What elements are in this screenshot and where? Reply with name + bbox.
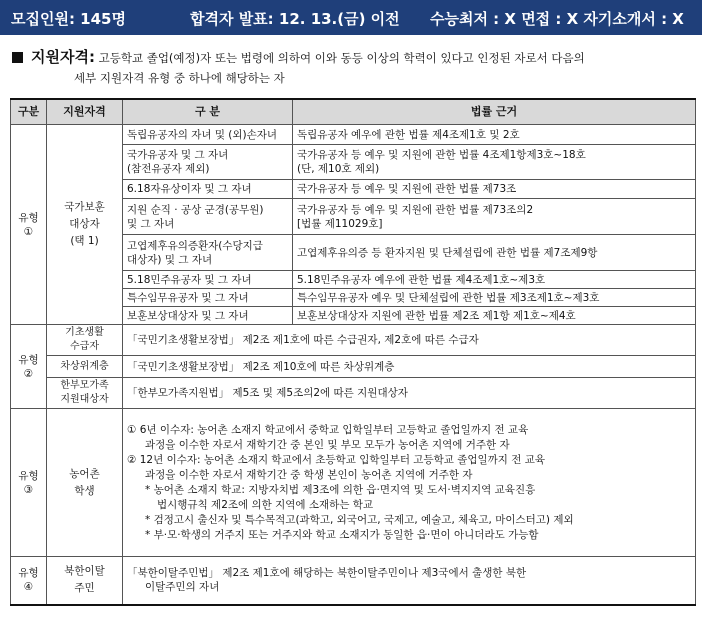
eligibility-heading bbox=[12, 47, 692, 88]
header-type: 구분 bbox=[11, 99, 47, 125]
type1-law-6: 특수임무유공자 예우 및 단체설립에 관한 법률 제3조제1호~제3호 bbox=[293, 289, 696, 307]
header-law: 법률 근거 bbox=[293, 99, 696, 125]
type3-content bbox=[123, 409, 696, 557]
square-bullet-icon bbox=[12, 52, 23, 63]
eligibility-line2: 세부 지원자격 유형 중 하나에 해당하는 자 bbox=[74, 71, 285, 85]
type3-item-1: ① 6년 이수자: 농어촌 소재지 학교에서 중학교 입학일부터 고등학교 졸업일까지 전 교육 bbox=[127, 423, 529, 436]
recruit-count: 모집인원: 145명 bbox=[11, 10, 126, 28]
header-qual: 지원자격 bbox=[47, 99, 123, 125]
info-banner bbox=[0, 0, 702, 35]
type2-law-2: 「한부모가족지원법」 제5조 및 제5조의2에 따른 지원대상자 bbox=[123, 378, 696, 409]
type1-qual: 국가보훈 대상자 (택 1) bbox=[47, 125, 123, 325]
type3-note-2: * 검정고시 출신자 및 특수목적고(과학고, 외국어고, 국제고, 예술고, 체육고, 마이스터고) 제외 bbox=[145, 513, 574, 526]
table-row bbox=[11, 125, 696, 145]
type2-qual-0: 기초생활 수급자 bbox=[47, 325, 123, 356]
eligibility-line1: 고등학교 졸업(예정)자 또는 법령에 의하여 이와 동등 이상의 학력이 있다고 인정된 자로서 다음의 bbox=[98, 51, 585, 65]
table-row bbox=[11, 325, 696, 356]
type1-law-1: 국가유공자 등 예우 및 지원에 관한 법률 4조제1항제3호~18호 (단, 제10호 제외) bbox=[293, 145, 696, 180]
type4-law-line2: 이탈주민의 자녀 bbox=[145, 581, 220, 594]
type3-qual: 농어촌 학생 bbox=[47, 409, 123, 557]
type1-cat-4: 고엽제후유의증환자(수당지급 대상자) 및 그 자녀 bbox=[123, 235, 293, 271]
type3-note-1-cont: 법시행규칙 제2조에 의한 지역에 소재하는 학교 bbox=[157, 498, 374, 511]
type1-name: 유형 ① bbox=[11, 125, 47, 325]
type1-cat-1: 국가유공자 및 그 자녀 (참전유공자 제외) bbox=[123, 145, 293, 180]
table-row bbox=[11, 409, 696, 557]
table-header-row bbox=[11, 99, 696, 125]
type1-cat-3: 지원 순직 · 공상 군경(공무원) 및 그 자녀 bbox=[123, 199, 293, 235]
eligibility-label: 지원자격: bbox=[31, 48, 95, 66]
type2-name: 유형 ② bbox=[11, 325, 47, 409]
type4-law-line1: 「북한이탈주민법」 제2조 제1호에 해당하는 북한이탈주민이나 제3국에서 출생한 북한 bbox=[127, 567, 527, 580]
type4-qual: 북한이탈 주민 bbox=[47, 557, 123, 605]
table-row bbox=[11, 557, 696, 605]
type3-note-1: * 농어촌 소재지 학교: 지방자치법 제3조에 의한 읍·면지역 및 도서·벽지지역 교육진흥 bbox=[145, 483, 536, 496]
type3-item-2: ② 12년 이수자: 농어촌 소재지 학교에서 초등학교 입학일부터 고등학교 졸업일까지 전 교육 bbox=[127, 453, 546, 466]
eligibility-table bbox=[10, 98, 696, 606]
type4-content bbox=[123, 557, 696, 605]
type3-item-1-cont: 과정을 이수한 자로서 재학기간 중 본인 및 부모 모두가 농어촌 지역에 거주한 자 bbox=[145, 438, 510, 451]
header-category: 구 분 bbox=[123, 99, 293, 125]
table-row bbox=[11, 378, 696, 409]
type1-cat-0: 독립유공자의 자녀 및 (외)손자녀 bbox=[123, 125, 293, 145]
admission-criteria: 수능최저 : X 면접 : X 자기소개서 : X bbox=[430, 10, 684, 28]
type1-law-2: 국가유공자 등 예우 및 지원에 관한 법률 제73조 bbox=[293, 180, 696, 199]
table-row bbox=[11, 356, 696, 378]
type1-cat-5: 5.18민주유공자 및 그 자녀 bbox=[123, 271, 293, 289]
type3-name: 유형 ③ bbox=[11, 409, 47, 557]
type2-law-0: 「국민기초생활보장법」 제2조 제1호에 따른 수급권자, 제2호에 따른 수급자 bbox=[123, 325, 696, 356]
type1-law-7: 보훈보상대상자 지원에 관한 법률 제2조 제1항 제1호~제4호 bbox=[293, 307, 696, 325]
type1-law-0: 독립유공자 예우에 관한 법률 제4조제1호 및 2호 bbox=[293, 125, 696, 145]
type4-name: 유형 ④ bbox=[11, 557, 47, 605]
type3-item-2-cont: 과정을 이수한 자로서 재학기간 중 학생 본인이 농어촌 지역에 거주한 자 bbox=[145, 468, 473, 481]
type1-law-3: 국가유공자 등 예우 및 지원에 관한 법률 제73조의2 [법률 제11029호] bbox=[293, 199, 696, 235]
type3-note-3: * 부·모·학생의 거주지 또는 거주지와 학교 소재지가 동일한 읍·면이 아니더라도 가능함 bbox=[145, 528, 539, 541]
type1-law-4: 고엽제후유의증 등 환자지원 및 단체설립에 관한 법률 제7조제9항 bbox=[293, 235, 696, 271]
type2-qual-2: 한부모가족 지원대상자 bbox=[47, 378, 123, 409]
type1-law-5: 5.18민주유공자 예우에 관한 법률 제4조제1호~제3호 bbox=[293, 271, 696, 289]
type2-qual-1: 차상위계층 bbox=[47, 356, 123, 378]
type2-law-1: 「국민기초생활보장법」 제2조 제10호에 따른 차상위계층 bbox=[123, 356, 696, 378]
type1-cat-6: 특수임무유공자 및 그 자녀 bbox=[123, 289, 293, 307]
announce-date: 합격자 발표: 12. 13.(금) 이전 bbox=[190, 10, 400, 28]
type1-cat-7: 보훈보상대상자 및 그 자녀 bbox=[123, 307, 293, 325]
type1-cat-2: 6.18자유상이자 및 그 자녀 bbox=[123, 180, 293, 199]
